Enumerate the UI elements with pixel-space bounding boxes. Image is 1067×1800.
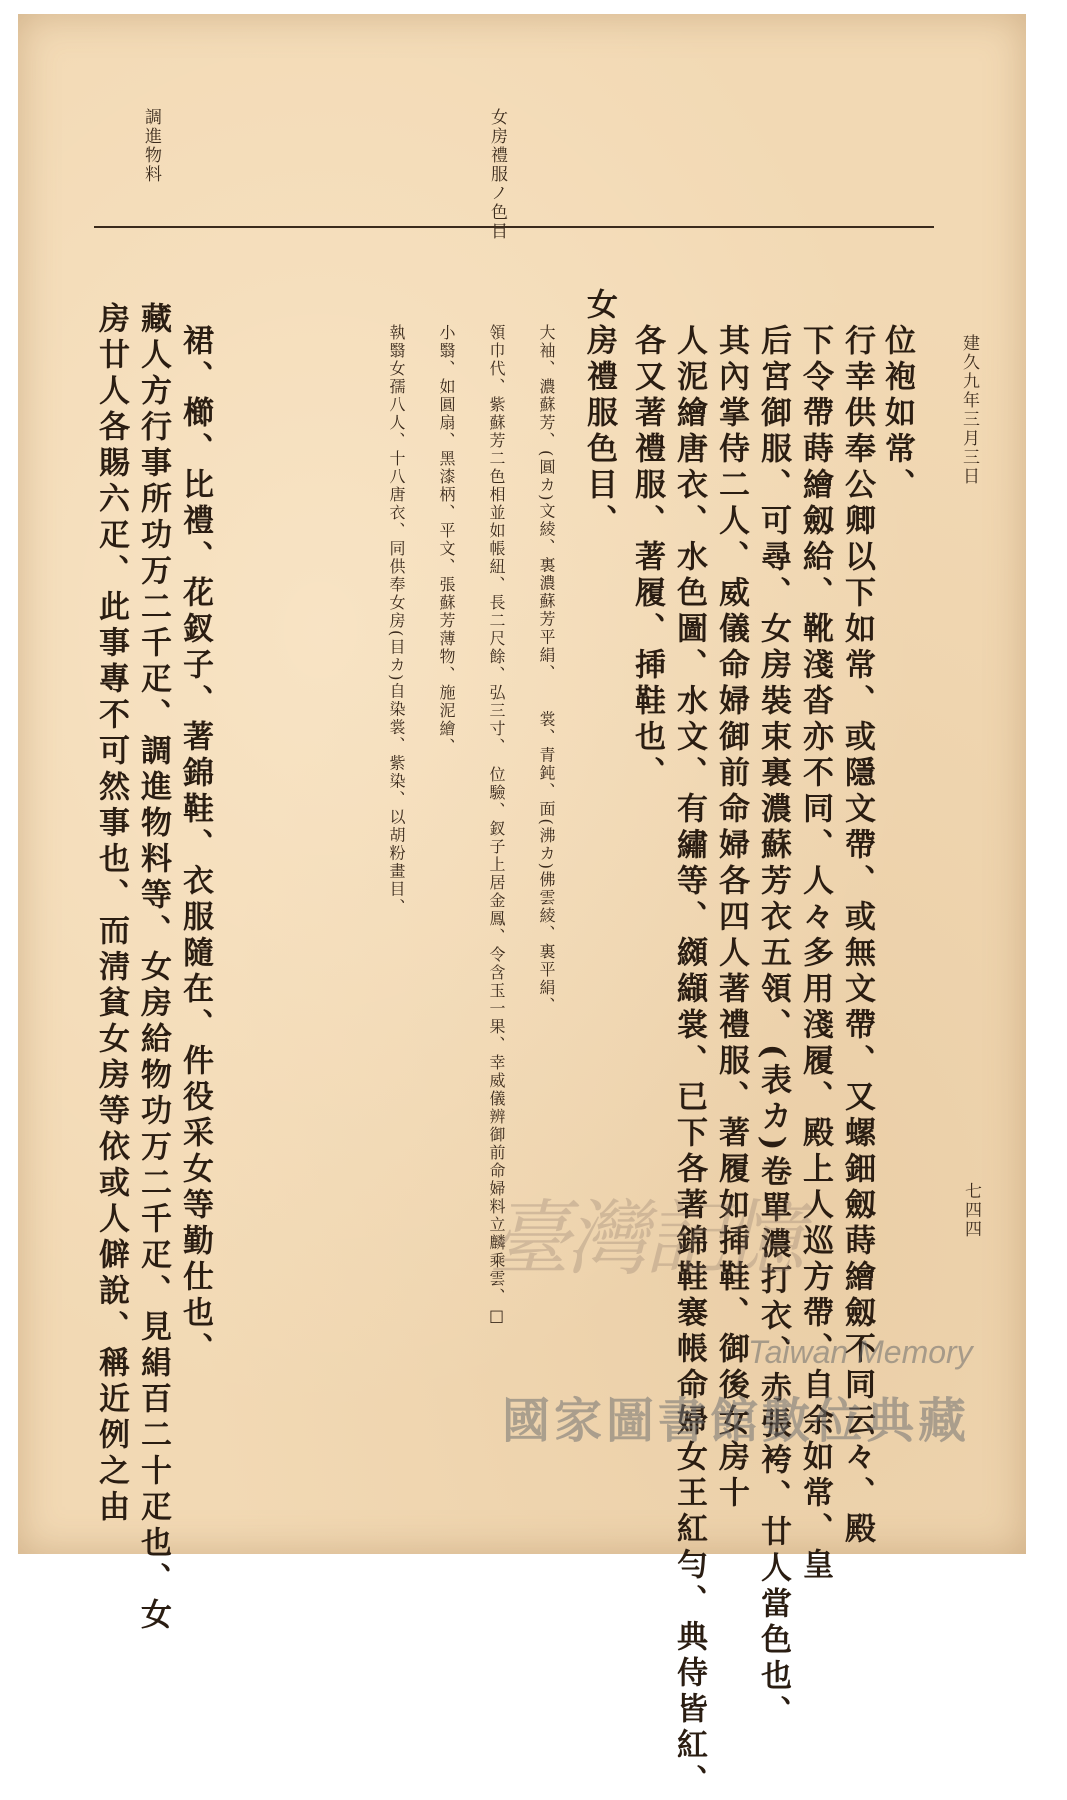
- text-column: 裙、櫛、比禮、花釵子、著錦鞋、衣服隨在、件役采女等勤仕也、: [177, 324, 213, 1368]
- text-column: 藏人方行事所功万二千疋、調進物料等、女房給物功万二千疋、見絹百二十疋也、女: [135, 302, 171, 1634]
- note-column: 領巾代、紫蘇芳二色相並如帳紐、長二尺餘、弘三寸、 位驗、釵子上居金鳳、令含玉一果、幸威儀辨御前命婦料立麟乘雲、□: [487, 324, 506, 1327]
- note-column: 執翳女孺八人、十八唐衣、同供奉女房(目カ)自染裳、紫染、以胡粉畫目、: [387, 324, 406, 917]
- text-column: 行幸供奉公卿以下如常、或隱文帶、或無文帶、又螺鈿劔蒔繪劔不同云々、殿: [839, 324, 875, 1548]
- date-header: 建久九年三月三日: [959, 334, 979, 486]
- page-number: 七四四: [961, 1182, 981, 1239]
- text-column: 人泥繪唐衣、水色圖、水文、有繡等、纐纈裳、已下各著錦鞋褰帳命婦女王紅勻、典侍皆紅、: [671, 324, 707, 1800]
- text-column: 后宮御服、可尋、女房裝束裏濃蘇芳衣五領、(表カ)卷單濃打衣、赤張袴、廿人當色也、: [755, 324, 791, 1732]
- section-label-dress-colors: 女房禮服ノ色目: [487, 108, 507, 241]
- note-column: 小翳、如圓扇、黑漆柄、平文、張蘇芳薄物、施泥繪、: [437, 324, 456, 756]
- text-column: 房廿人各賜六疋、此事專不可然事也、而淸貧女房等依或人僻說、稱近例之由: [93, 302, 129, 1526]
- text-column: 各又著禮服、著履、揷鞋也、: [629, 324, 665, 792]
- watermark-english: Taiwan Memory: [748, 1334, 973, 1370]
- text-column: 下令帶蒔繪劔給、靴淺沓亦不同、人々多用淺履、殿上人巡方帶、自余如常、皇: [797, 324, 833, 1584]
- note-column: 大袖、濃蘇芳、(圓カ)文綾、裏濃蘇芳平絹、 裳、青鈍、面(沸カ)佛雲綾、裏平絹、: [537, 324, 556, 1015]
- watermark-chinese: 國家圖書館數位典藏: [502, 1393, 971, 1449]
- section-label-supplies: 調進物料: [141, 108, 161, 184]
- text-column: 其內掌侍二人、威儀命婦御前命婦各四人著禮服、著履如揷鞋、御後女房十: [713, 324, 749, 1512]
- text-column: 位袍如常、: [879, 324, 915, 504]
- header-rule: [94, 226, 934, 228]
- watermark-script: 臺灣記憶: [488, 1192, 800, 1287]
- book-page: [18, 14, 1026, 1800]
- text-column: 女房禮服色目、: [581, 288, 617, 540]
